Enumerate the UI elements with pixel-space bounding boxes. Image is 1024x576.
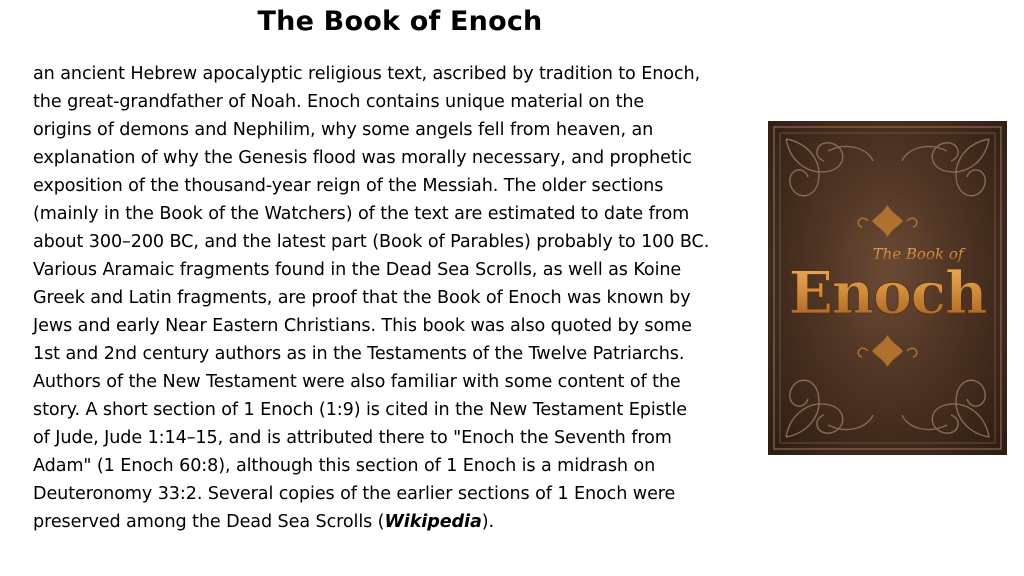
text-line: origins of demons and Nephilim, why some angels fell from heaven, an: [33, 120, 654, 140]
text-line-last: [33, 508, 769, 536]
cover-artwork: [768, 121, 1007, 455]
source-citation: Wikipedia: [384, 512, 482, 532]
last-line-suffix: ).: [481, 512, 495, 532]
text-line: an ancient Hebrew apocalyptic religious text, ascribed by tradition to Enoch,: [33, 64, 701, 84]
text-line: about 300–200 BC, and the latest part (Book of Parables) probably to 100 BC.: [33, 232, 710, 252]
text-line: Jews and early Near Eastern Christians. This book was also quoted by some: [33, 316, 692, 336]
last-line-prefix: preserved among the Dead Sea Scrolls (: [33, 512, 385, 532]
cover-subtitle: The Book of: [872, 245, 964, 263]
text-line: Greek and Latin fragments, are proof that the Book of Enoch was known by: [33, 288, 691, 308]
text-line: of Jude, Jude 1:14–15, and is attributed there to "Enoch the Seventh from: [33, 428, 672, 448]
text-line: story. A short section of 1 Enoch (1:9) is cited in the New Testament Epistle: [33, 400, 687, 420]
slide-title: The Book of Enoch: [257, 6, 543, 37]
text-line: Deuteronomy 33:2. Several copies of the earlier sections of 1 Enoch were: [33, 484, 676, 504]
text-line: Adam" (1 Enoch 60:8), although this section of 1 Enoch is a midrash on: [33, 456, 656, 476]
body-paragraph: [33, 60, 769, 536]
text-line: 1st and 2nd century authors as in the Testaments of the Twelve Patriarchs.: [33, 344, 685, 364]
text-line: Various Aramaic fragments found in the Dead Sea Scrolls, as well as Koine: [33, 260, 682, 280]
text-line: the great-grandfather of Noah. Enoch contains unique material on the: [33, 92, 645, 112]
text-line: exposition of the thousand-year reign of the Messiah. The older sections: [33, 176, 664, 196]
text-line: Authors of the New Testament were also familiar with some content of the: [33, 372, 681, 392]
text-line: explanation of why the Genesis flood was morally necessary, and prophetic: [33, 148, 692, 168]
cover-title: Enoch: [788, 259, 987, 327]
text-line: (mainly in the Book of the Watchers) of the text are estimated to date from: [33, 204, 690, 224]
book-cover-image: [768, 121, 1007, 455]
